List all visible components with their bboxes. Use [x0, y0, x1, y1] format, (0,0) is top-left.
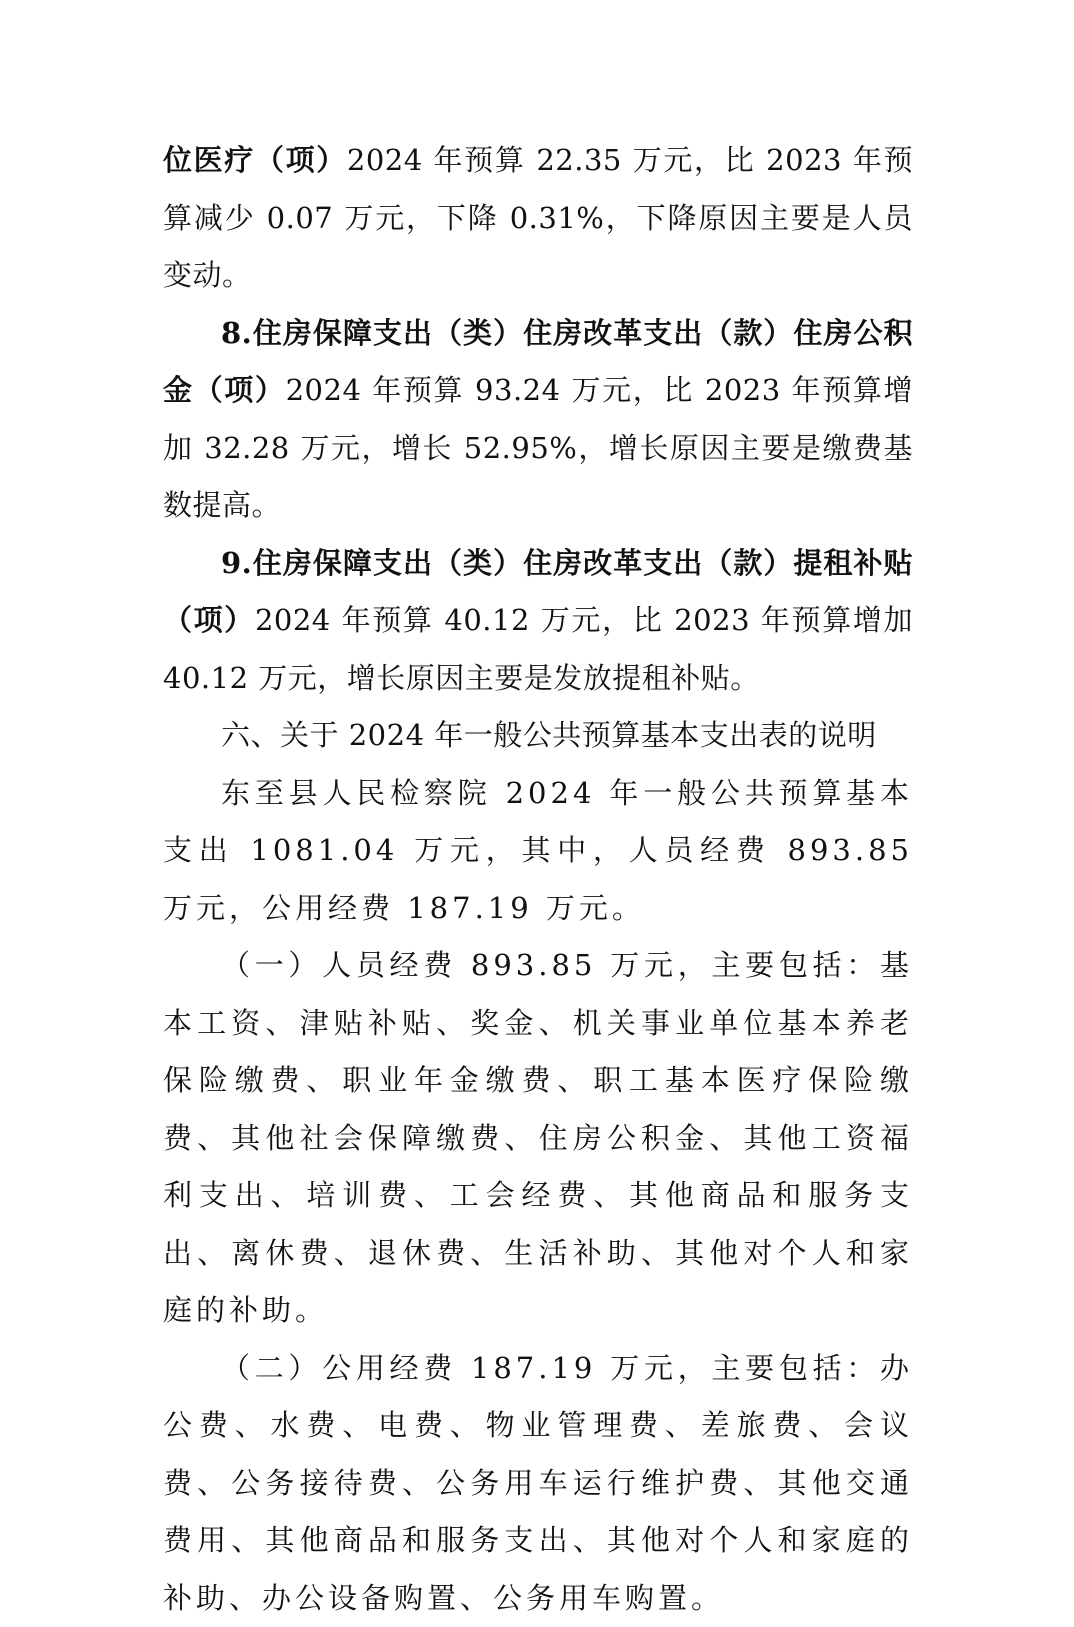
- paragraph-personnel-expenses: （一）人员经费 893.85 万元，主要包括：基本工资、津贴补贴、奖金、机关事业单位基本养老保险缴费、职业年金缴费、职工基本医疗保险缴费、其他社会保障缴费、住房公积金、其他工资福利支出、培训费、工会经费、其他商品和服务支出、离休费、退休费、生活补助、其他对个人和家庭的补助。: [163, 937, 913, 1340]
- paragraph-rent-subsidy-item: [163, 535, 913, 708]
- paragraph-housing-fund-item: [163, 305, 913, 535]
- document-body: [163, 132, 913, 1627]
- section-heading-basic-expenditure: 六、关于 2024 年一般公共预算基本支出表的说明: [163, 707, 913, 765]
- paragraph-basic-expenditure-summary: 东至县人民检察院 2024 年一般公共预算基本支出 1081.04 万元，其中，人员经费 893.85 万元，公用经费 187.19 万元。: [163, 765, 913, 938]
- paragraph-housing-fund-heading: 8.住房保障支出（类）住房改革支出（款）住房公积金（项）: [163, 316, 913, 408]
- paragraph-medical-item-body: 2024 年预算 22.35 万元，比 2023 年预算减少 0.07 万元，下降 0.31%，下降原因主要是人员变动。: [163, 143, 913, 292]
- paragraph-public-expenses: （二）公用经费 187.19 万元，主要包括：办公费、水费、电费、物业管理费、差旅费、会议费、公务接待费、公务用车运行维护费、其他交通费用、其他商品和服务支出、其他对个人和家庭的补助、办公设备购置、公务用车购置。: [163, 1340, 913, 1627]
- paragraph-medical-item: [163, 132, 913, 305]
- paragraph-rent-subsidy-heading: 9.住房保障支出（类）住房改革支出（款）提租补贴（项）: [163, 546, 913, 638]
- paragraph-housing-fund-body: 2024 年预算 93.24 万元，比 2023 年预算增加 32.28 万元，增长 52.95%，增长原因主要是缴费基数提高。: [163, 373, 913, 522]
- paragraph-medical-item-heading: 位医疗（项）: [163, 143, 347, 177]
- paragraph-rent-subsidy-body: 2024 年预算 40.12 万元，比 2023 年预算增加 40.12 万元，增长原因主要是发放提租补贴。: [163, 603, 913, 695]
